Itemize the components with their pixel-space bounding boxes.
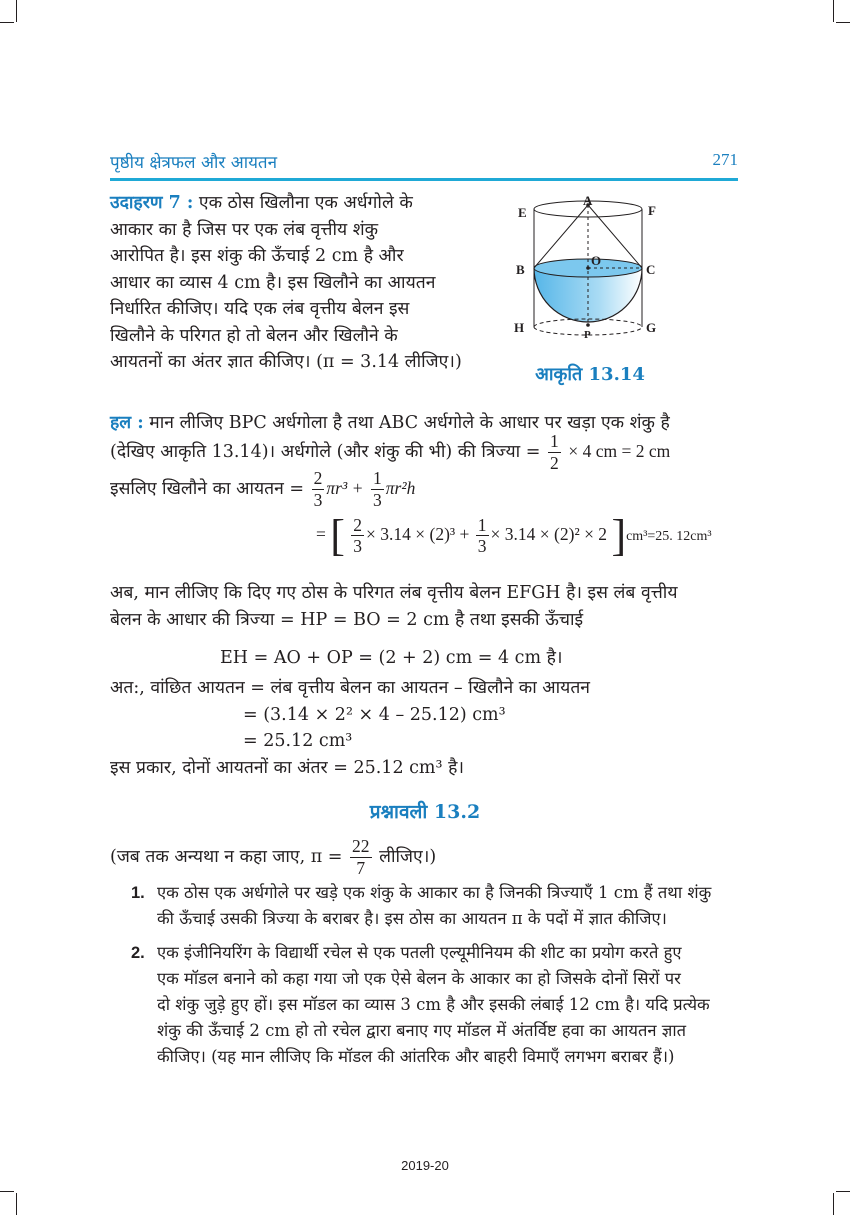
example-line: उदाहरण 7 : एक ठोस खिलौना एक अर्धगोले के	[110, 193, 413, 213]
exercise-title: प्रश्नावली 13.2	[369, 801, 481, 823]
question-number: 2.	[131, 944, 145, 962]
label-A: A	[583, 195, 593, 208]
label-G: G	[646, 320, 657, 335]
solution-line-2: (देखिए आकृति 13.14)। अर्धगोले (और शंकु की भी) की त्रिज्या = $\frac{1}{2}$ × 4 cm = 2 cm	[110, 431, 671, 473]
crop-mark	[0, 1191, 14, 1192]
crop-mark	[0, 22, 14, 23]
figure-13-14	[510, 195, 660, 350]
question-1-text: एक ठोस एक अर्धगोले पर खड़े एक शंकु के आकार का है जिनकी त्रिज्याएँ 1 cm हैं तथा शंकु की ऊँचाई उसकी त्रिज्या के बराबर है। इस ठोस का आयतन π के पदों में ज्ञात कीजिए।	[157, 883, 712, 928]
question-2-text: एक इंजीनियरिंग के विद्यार्थी रचेल से एक पतली एल्यूमीनियम की शीट का प्रयोग करते हुए एक मॉडल बनाने को कहा गया जो एक ऐसे बेलन के आकार का हो जिसके दोनों सिरों पर दो शंकु जुड़े हुए हों। इस मॉडल का व्यास 3 cm है और इसकी लंबाई 12 cm है। यदि प्रत्येक शंकु की ऊँचाई 2 cm हो तो रचेल द्वारा बनाए गए मॉडल में अंतर्विष्ट हवा का आयतन ज्ञात कीजिए। (यह मान लीजिए कि मॉडल की आंतरिक और बाहरी विमाएँ लगभग बराबर हैं।)	[157, 943, 710, 1066]
crop-mark	[833, 1193, 834, 1215]
calc-line-2: = 25.12 cm³	[243, 731, 353, 751]
fraction-one-half: $\frac{1}{2}$	[550, 431, 559, 473]
crop-mark	[836, 22, 850, 23]
calc-line-1: = (3.14 × 2² × 4 – 25.12) cm³	[243, 705, 506, 725]
label-F: F	[648, 203, 656, 218]
eh-line: EH = AO + OP = (2 + 2) cm = 4 cm है।	[220, 648, 563, 668]
bracket-equation: = [ $\frac{2}{3}$ × 3.14 × (2)³ + $\frac{1}{3}$ × 3.14 × (2)² × 2 ]cm³=25. 12cm³	[316, 511, 712, 560]
crop-mark	[16, 0, 17, 22]
solution-label: हल :	[110, 413, 144, 433]
required-volume-line: अत:, वांछित आयतन = लंब वृत्तीय बेलन का आयतन – खिलौने का आयतन	[110, 678, 591, 698]
label-C: C	[646, 262, 656, 277]
example-line: आकार का है जिस पर एक लंब वृत्तीय शंकु	[110, 219, 379, 240]
cylinder-line-1: अब, मान लीजिए कि दिए गए ठोस के परिगत लंब वृत्तीय बेलन EFGH है। इस लंब वृत्तीय	[110, 583, 678, 603]
fraction-one-third: $\frac{1}{3}$	[373, 468, 382, 510]
crop-mark	[833, 0, 834, 22]
final-line: इस प्रकार, दोनों आयतनों का अंतर = 25.12 cm³ है।	[110, 758, 465, 778]
exercise-note: (जब तक अन्यथा न कहा जाए, π = $\frac{22}{7}$ लीजिए।)	[110, 836, 437, 878]
example-line: आधार का व्यास 4 cm है। इस खिलौने का आयतन	[110, 272, 436, 293]
running-head	[110, 150, 738, 181]
label-B: B	[516, 262, 525, 277]
chapter-title: पृष्ठीय क्षेत्रफल और आयतन	[110, 153, 278, 173]
crop-mark	[836, 1191, 850, 1192]
label-O: O	[591, 253, 602, 268]
label-H: H	[514, 320, 525, 335]
figure-caption: आकृति 13.14	[535, 364, 645, 385]
label-E: E	[518, 205, 527, 220]
fraction-two-thirds: $\frac{2}{3}$	[313, 468, 323, 510]
example-line: आरोपित है। इस शंकु की ऊँचाई 2 cm है और	[110, 246, 404, 266]
cylinder-line-2: बेलन के आधार की त्रिज्या = HP = BO = 2 cm है तथा इसकी ऊँचाई	[110, 610, 584, 630]
example-label: उदाहरण 7 :	[110, 193, 194, 213]
crop-mark	[16, 1193, 17, 1215]
example-line: आयतनों का अंतर ज्ञात कीजिए। (π = 3.14 लीजिए।)	[110, 352, 462, 372]
fraction-22-7: $\frac{22}{7}$	[352, 836, 370, 878]
question-number: 1.	[131, 884, 145, 902]
example-text	[110, 190, 465, 376]
label-P: P	[584, 329, 591, 341]
example-line: निर्धारित कीजिए। यदि एक लंब वृत्तीय बेलन इस	[110, 299, 410, 319]
cone-left-edge	[534, 205, 588, 268]
solution-line-1: हल : मान लीजिए BPC अर्धगोला है तथा ABC अर्धगोले के आधार पर खड़ा एक शंकु है	[110, 413, 670, 433]
page-number: 271	[712, 150, 738, 169]
example-line: खिलौने के परिगत हो तो बेलन और खिलौने के	[110, 325, 398, 346]
footer-year: 2019-20	[401, 1158, 449, 1173]
volume-line: इसलिए खिलौने का आयतन = $\frac{2}{3}$ πr³ + $\frac{1}{3}$ πr²h	[110, 468, 416, 510]
